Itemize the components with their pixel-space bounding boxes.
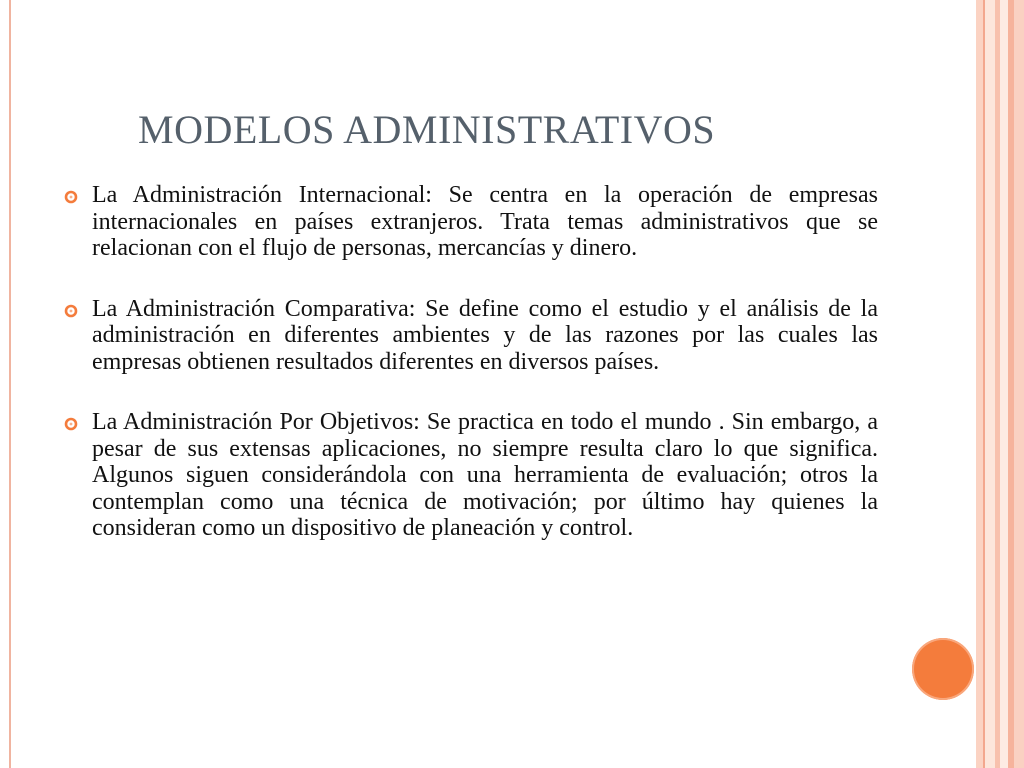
ring-bullet-icon (64, 304, 78, 318)
bullet-text: La Administración Comparativa: Se define como el estudio y el análisis de la administración en diferentes ambientes y de las razones por las cuales las empresas obtienen resultados diferentes en diversos países. (92, 295, 878, 375)
ring-bullet-icon (64, 190, 78, 204)
bullet-text: La Administración Internacional: Se centra en la operación de empresas internacionales en países extranjeros. Trata temas administrativos que se relacionan con el flujo de personas, mercancías y dinero. (92, 182, 878, 261)
stripe (985, 0, 995, 768)
bullet-text: La Administración Por Objetivos: Se practica en todo el mundo . Sin embargo, a pesar de sus extensas aplicaciones, no siempre resulta claro lo que significa. Algunos siguen considerándola con una herramienta de evaluación; otros la contemplan como una técnica de motivación; por último hay quienes la consideran como un dispositivo de planeación y control. (92, 409, 878, 541)
list-item (64, 296, 878, 376)
list-item (64, 182, 878, 262)
stripe (1000, 0, 1008, 768)
decorative-orange-circle (912, 638, 974, 700)
list-item (64, 409, 878, 542)
stripe (1014, 0, 1024, 768)
left-border-line (9, 0, 11, 768)
bullet-list (64, 182, 878, 576)
right-decorative-stripes (976, 0, 1024, 768)
stripe (976, 0, 983, 768)
slide-title: MODELOS ADMINISTRATIVOS (138, 107, 716, 152)
ring-bullet-icon (64, 417, 78, 431)
